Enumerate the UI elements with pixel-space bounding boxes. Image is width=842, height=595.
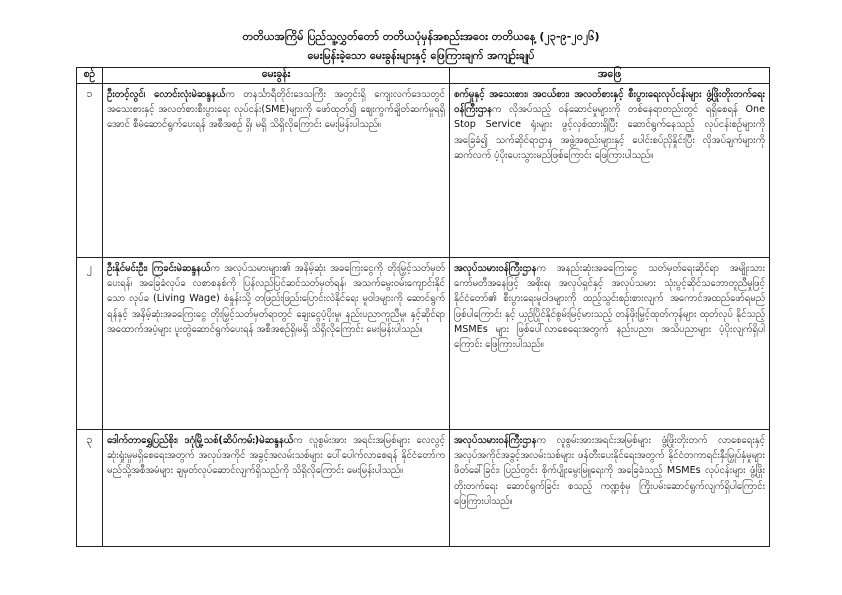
header-no: စဉ် [77,68,103,84]
mp-name: ဦးနိုင်မင်းဦး၊ ကြခင်းမဲဆန္ဒနယ် [107,263,211,274]
table-row [77,258,770,430]
table-header-row [77,68,770,84]
ministry-name: အလုပ်သမားဝန်ကြီးဌာန [454,263,537,274]
answer-cell [450,258,770,430]
mp-name: ဦးတင့်လွင်၊ လောင်းလုံးမဲဆန္ဒနယ် [107,89,226,100]
answer-text: က လူစွမ်းအားအရင်းအမြစ်များ ဖွံ့ဖြိုးတိုးတက် လာစေရေးနှင့် အလုပ်အကိုင်အခွင့်အလမ်းသစ်များ ဖန်တီးပေးနိုင်ရေးအတွက် နိုင်ငံတကာရင်းနှီးမြှုပ်နှံမှုများ ဖိတ်ခေါ်ခြင်း၊ ပြည်တွင်း စိုက်ပျိုးမွေးမြူရေးကို အခြေခံသည့် MSMEs လုပ်ငန်းများ ဖွံ့ဖြိုးတိုးတက်ရေး ဆောင်ရွက်ခြင်း စသည့် ကဏ္ဍစုံမှ ကြိုးပမ်းဆောင်ရွက်လျက်ရှိပါကြောင်း ဖြေကြားပါသည်။ [454,435,765,507]
table-row [77,430,770,547]
answer-text: က အနည်းဆုံးအခကြေးငွေ သတ်မှတ်ရေးဆိုင်ရာ အမျိုးသားကော်မတီအနေဖြင့် အစိုးရ၊ အလုပ်ရှင်နှင့် အလုပ်သမား သုံးပွင့်ဆိုင်သဘောတူညီမှုဖြင့် နိုင်ငံတော်၏ စီးပွားရေးမူဝါဒများကို ထည့်သွင်းစဉ်းစားလျက် အကောင်အထည်ဖော်ရမည်ဖြစ်ပါကြောင်း နှင့် ယှဉ်ပြိုင်နိုင်စွမ်းမြင့်မားသည့် တန်ဖိုးမြှင့်ထုတ်ကုန်များ ထုတ်လုပ် နိုင်သည့် MSMEs များ ဖြစ်ပေါ်လာစေရေးအတွက် နည်းပညာ၊ အသိပညာများ ပံ့ပိုးလျက်ရှိပါကြောင်း ဖြေကြားပါသည်။ [454,263,765,351]
answer-cell [450,84,770,258]
ministry-name: စက်မှုနှင့် အသေးစား၊ အငယ်စား၊ အလတ်စားနှင့် စီးပွားရေးလုပ်ငန်းများ ဖွံ့ဖြိုးတိုးတက်ရေးဝန်ကြီးဌာန [454,89,765,116]
document-title: တတိယအကြိမ် ပြည်သူ့လွှတ်တော် တတိယပုံမှန်အစည်းအဝေး တတိယနေ့ (၂၃-၉-၂၀၂၆) [242,30,600,43]
document-subtitle: မေးမြန်းခဲ့သော မေးခွန်းများနှင့် ဖြေကြားချက် အကျဉ်းချုပ် [307,49,535,62]
answer-text: က လိုအပ်သည့် ဝန်ဆောင်မှုများကို တစ်နေရာတည်းတွင် ရရှိစေရန် One Stop Service ရုံးများ ဖွင့်လှစ်ထားရှိပြီး ဆောင်ရွက်နေသည့် လုပ်ငန်းစဉ်များကို အခြေခံ၍ သက်ဆိုင်ရာဌာန အဖွဲ့အစည်းများနှင့် ပေါင်းစပ်ညှိနှိုင်းပြီး လိုအပ်ချက်များကို ဆက်လက် ပံ့ပိုးပေးသွားမည်ဖြစ်ကြောင်း ဖြေကြားပါသည်။ [454,104,765,161]
question-text: က လူစွမ်းအား အရင်းအမြစ်များ လေလွင့်ဆုံးရှုံးမှုမရှိစေရေးအတွက် အလုပ်အကိုင် အခွင့်အလမ်းသစ်များ ပေါ်ပေါက်လာစေရန် နိုင်ငံတော်က မည်သို့အစီအမံများ ချမှတ်လုပ်ဆောင်လျက်ရှိသည်ကို သိရှိလိုကြောင်း မေးမြန်းပါသည်။ [107,435,445,477]
row-number: ၃ [77,430,103,547]
header-question: မေးခွန်း [103,68,450,84]
answer-cell [450,430,770,547]
question-cell [103,430,450,547]
question-cell [103,84,450,258]
row-number: ၂ [77,258,103,430]
qa-table [76,67,770,547]
question-cell [103,258,450,430]
header-answer: အဖြေ [450,68,770,84]
ministry-name: အလုပ်သမားဝန်ကြီးဌာန [454,435,537,446]
question-text: က အလုပ်သမားများ၏ အနိမ့်ဆုံး အခကြေးငွေကို တိုးမြှင့်သတ်မှတ်ပေးရန်၊ အခြေခံလုပ်ခ လစာစနစ်ကို ပြန်လည်ပြင်ဆင်သတ်မှတ်ရန်၊ အသက်မွေးဝမ်းကျောင်းနိုင်သော လုပ်ခ (Living Wage) စံနှုန်းသို့ တဖြည်းဖြည်းပြောင်းလဲနိုင်ရေး မူဝါဒများကို ဆောင်ရွက်ရန်နှင့် အနိမ့်ဆုံးအခကြေးငွေ တိုးမြှင့်သတ်မှတ်ရာတွင် ချေးငွေပံ့ပိုးမှု၊ နည်းပညာကူညီမှု၊ နှင့်ဆိုင်ရာအထောက်အပံ့များ ပူးတွဲဆောင်ရွက်ပေးရန် အစီအစဉ်ရှိ၊မရှိ သိရှိလိုကြောင်း မေးမြန်းပါသည်။ [107,263,445,335]
mp-name: ဒေါက်တာရွှေပြည်စိုး၊ ဒဂုံမြို့သစ်(ဆိပ်ကမ်း)မဲဆန္ဒနယ် [107,435,294,446]
question-text: က တနင်္သာရီတိုင်းဒေသကြီး အတွင်းရှိ ကျေးလက်ဒေသတွင် အသေးစားနှင့် အလတ်စားစီးပွားရေး လုပ်ငန်း(SME)များကို ဖော်ထုတ်၍ ဈေးကွက်ချိတ်ဆက်မှုရရှိအောင် စီမံဆောင်ရွက်ပေးရန် အစီအစဉ် ရှိ၊ မရှိ သိရှိလိုကြောင်း မေးမြန်းပါသည်။ [107,89,445,131]
table-row [77,84,770,258]
row-number: ၁ [77,84,103,258]
